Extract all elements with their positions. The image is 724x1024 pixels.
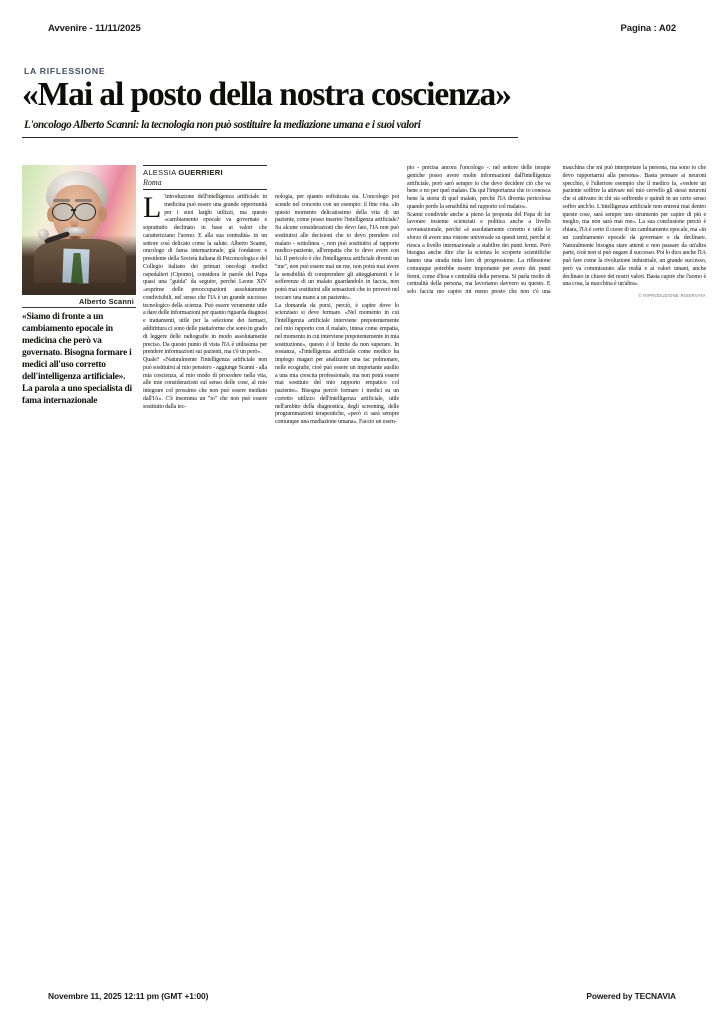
page-header [48,20,676,36]
article-sheet [22,66,706,446]
photo-eyeglass-bridge [71,209,76,211]
photo-caption-text: Alberto Scanni [79,296,134,306]
page-footer [48,988,676,1004]
article-photo-block [22,165,136,308]
body-column-3-text: pio - precisa ancora l'oncologo -: nel settore delle terapie geniche posso avere molte informazioni dall'intelligenza artificiale, però sarò sempre io che devo decidere ciò che va bene o no per quel malato. Da qui l'importanza che io conosca bene la storia di quel malato, perché l'IA diventa pericolosa quando perdo la sensibilità nel rapporto col malato». Scanni condivide anche a pieno la proposta del Papa di far lavorare insieme scienziati e politica anche a livello sovranazionale, perché «è assolutamente corretto e utile lo sforzo di avere una visione universale su questi temi, perché si riesca a livello internazionale a stabilire dei punti fermi. Però bisogna anche dire che la scienza le scoperte scientifiche hanno una strada tutta loro di progressione. La riflessione comunque potrebbe essere importante per avere dei punti fermi, come d'lesa e centralità della persona. Si parla molto di centralità della persona, ma lavoriamo davvero su questo. E selo faccia mo capire mi meno presto che non c'è una macchina che mi può interpretare la persona, ma sono io che devo rapportarmi alla persona». Basta pensare ai neuroni specchio, è l'ulteriore esempio che il medico fa, «vedere un paziente soffrire la attivare nel mio cervello gli stessi neuroni che si attivano in chi sta soffrendo e quindi in un certo senso soffro anch'io. L'intelligenza artificiale non entrerà mai dentro queste cose, sarà sempre uno strumento per capire di più e meglio, ma non sarà mai me». La sua conclusione perciò è chiara, l'IA è certo il cuore di un cambiamento epocale, ma «in un cambiamento epocale da governare e da declinare. Naturalmente bisogna stare attenti e non passare da un'altra parte, cioè non si può negare il successo. Poi lo dico anche l'IA può fare come la rivoluzione industriale, un grande successo, però va commisurato alla realtà e ai valori umani, anche declinato in chiave dei nostri valori. Basta capire che l'uomo è una cosa, la macchina è un'altra». [407,165,706,296]
article-kicker: LA RIFLESSIONE [24,66,106,76]
body-column-2 [275,194,399,494]
body-column-right-group [407,165,706,501]
footer-timestamp: Novembre 11, 2025 12:11 pm (GMT +1:00) [48,991,209,1001]
article-pullquote: «Siamo di fronte a un cambiamento epocale in medicina che però va governato. Bisogna formare i medici all'uso corretto dell'intelligenza artificiale». La parola a uno specialista di fama internazionale [22,312,132,407]
body-column-1 [143,191,267,494]
photo-eyebrow-right [75,199,92,202]
byline-city: Roma [143,178,162,187]
page-number-label: Pagina : A02 [620,22,676,34]
photo-microphone-head [38,229,49,240]
copyright-notice: © RIPRODUZIONE RISERVATA [638,293,706,299]
article-masthead [22,66,518,138]
byline-author [143,168,267,177]
byline-author-first: ALESSIA [143,168,179,177]
byline-author-last: GUERRIERI [178,168,223,177]
article-headline: «Mai al posto della nostra coscienza» [22,76,511,113]
photo-caption-bar [22,295,136,308]
publication-date-label: Avvenire - 11/11/2025 [48,22,141,34]
photo-ear-right [98,207,107,222]
byline-rule-top [143,165,267,166]
byline-rule-bottom [143,189,267,190]
body-column-2-text: nologia, per quanto sofisticata sia. L'oncologo poi scende nel concreto con un esempio: il fine vita. «In questo momento delicatissimo della vita di un paziente, come posso inserire l'intelligenza artificiale? Su alcune considerazioni che devo fare, l'IA non può sostituirsi alle decisioni che io devo prendere col malato - sottolinea -, non può sostituirsi al rapporto medico-paziente, all'empatia che io devo avere con lui. Il pericolo è che l'intelligenza artificiale diventi un "me", non può essere mai un me, non potrà mai avere la sensibilità di comprendere gli atteggiamenti e le sofferenze di un malato guardandolo in faccia, non potrà mai sostituirsi alle sensazioni che io proverò nel toccare una mano a un paziente». La domanda da porsi, perciò, è capire dove lo scienziato si deve fermare. «Nel momento in cui l'intelligenza artificiale interviene prepotentemente nel mio rapporto con il malato, intesa come empatia, nel momento in cui interviene prepotentemente in mia sostituzione», questo è il limite da non superare. In sostanza, «l'intelligenza artificiale come medico ha impiego magari per analizzare una tac polmonare, nelle ecografie, cioè può essere un importante ausilio a una mia crescita professionale, ma non potrà essere mai sostituto del mio rapporto empatico col paziente». Bisogna perciò formare i medici su un corretto utilizzo dell'intelligenza artificiale, utile nell'ambito della diagnostica, degli screening, delle programmazioni terapeutiche, «però ci sarà sempre comunque una mediazione umana». Faccio un esem- [275,194,399,426]
footer-powered-by: Powered by TECNAVIA [586,991,676,1001]
article-byline [143,165,267,190]
dropcap-letter: L [143,191,162,224]
masthead-divider [22,137,518,138]
article-subhead: L'oncologo Alberto Scanni: la tecnologia non può sostituire la mediazione umana e i suoi valori [24,118,421,131]
body-column-1-text: 'introduzione dell'intelligenza artificiale in medicina può essere una grande opportunità per i suoi larghi utilizzi, ma questo «cambiamento epocale va governato e soprattutto declinato in base ai valori che caratterizzano l'uomo. E alla sua centralità» in un settore così delicato come la salute. Alberto Scanni, oncologo di fama internazionale, già fondatore e presidente della Società italiana di Psiconcologia e del Collegio italiano dei primari oncologi medici ospedalieri (Cipomo), considera le parole del Papa quasi una "guida" da seguire, perché Leone XIV «esprime delle preoccupazioni assolutamente condivisibili, nel senso che l'IA è un grande successo tecnologico della scienza. Può essere veramente utile a dare delle informazioni per quanto riguarda diagnosi e trattamenti, utile per la selezione dei farmaci, addirittura ci sono delle piattaforme che sono in grado di leggere delle radiografie in modo assolutamente preciso. Da questo punto di vista l'IA è utilissima per prendere informazioni sui pazienti, ma c'è un però». Quale? «Naturalmente l'intelligenza artificiale non può sostituirsi al mio pensiero - aggiunge Scanni - alla mia coscienza, al mio modo di procedere nella vita, alle mie considerazioni sul senso delle cose, al mio integrare col prossimo che non può essere mediato dall'IA». C'è insomma un "io" che non può essere sostituito dalla tec- [143,194,267,410]
photo-eyebrow-left [53,199,70,202]
portrait-photo [22,165,136,295]
